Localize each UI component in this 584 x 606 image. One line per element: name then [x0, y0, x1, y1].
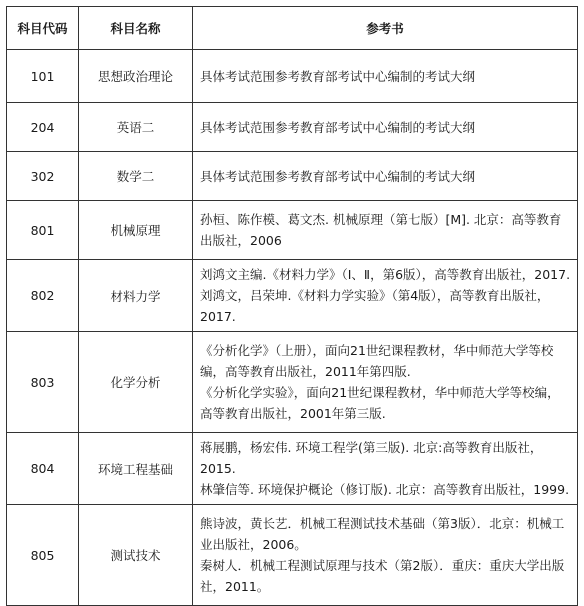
reference-book-cell	[193, 201, 578, 260]
table-row	[7, 505, 578, 606]
reference-book-entry: 孙桓、陈作模、葛文杰. 机械原理（第七版）[M]. 北京：高等教育出版社，2006	[200, 212, 562, 248]
table-row	[7, 260, 578, 332]
subject-code: 805	[7, 505, 79, 606]
reference-book-entry: 刘鸿文，吕荣坤.《材料力学实验》（第4版），高等教育出版社，2017.	[200, 288, 550, 324]
reference-book-entry: 林肇信等. 环境保护概论（修订版). 北京：高等教育出版社，1999.	[200, 482, 570, 497]
subject-name: 数学二	[79, 152, 193, 201]
subject-code: 802	[7, 260, 79, 332]
reference-book-cell	[193, 260, 578, 332]
subject-code: 204	[7, 103, 79, 152]
reference-book-cell	[193, 103, 578, 152]
subject-name: 材料力学	[79, 260, 193, 332]
reference-book-entry: 具体考试范围参考教育部考试中心编制的考试大纲	[200, 68, 476, 84]
subject-name: 环境工程基础	[79, 433, 193, 505]
subject-name: 英语二	[79, 103, 193, 152]
reference-book-entry: 《分析化学实验》，面向21世纪课程教材，华中师范大学等校编，高等教育出版社，2001年第三版.	[200, 385, 560, 421]
subject-code: 804	[7, 433, 79, 505]
reference-book-entry: 《分析化学》（上册），面向21世纪课程教材，华中师范大学等校编，高等教育出版社，2011年第四版.	[200, 343, 554, 379]
subject-name: 测试技术	[79, 505, 193, 606]
subject-code: 302	[7, 152, 79, 201]
subject-code: 101	[7, 50, 79, 103]
reference-book-cell	[193, 433, 578, 505]
reference-book-entry: 秦树人．机械工程测试原理与技术（第2版）．重庆：重庆大学出版社，2011。	[200, 558, 565, 594]
table-row	[7, 152, 578, 201]
reference-book-cell	[193, 505, 578, 606]
table-row	[7, 433, 578, 505]
reference-book-entry: 蒋展鹏，杨宏伟. 环境工程学(第三版). 北京:高等教育出版社，2015.	[200, 440, 543, 476]
header-reference-book: 参考书	[193, 7, 578, 50]
subject-name: 机械原理	[79, 201, 193, 260]
subject-code: 801	[7, 201, 79, 260]
header-subject-code: 科目代码	[7, 7, 79, 50]
table-row	[7, 201, 578, 260]
reference-book-cell	[193, 50, 578, 103]
header-subject-name: 科目名称	[79, 7, 193, 50]
reference-book-table	[6, 6, 578, 606]
reference-book-entry: 刘鸿文主编.《材料力学》（Ⅰ、Ⅱ，第6版），高等教育出版社，2017.	[200, 267, 571, 282]
reference-book-entry: 具体考试范围参考教育部考试中心编制的考试大纲	[200, 119, 476, 135]
reference-book-cell	[193, 152, 578, 201]
table-row	[7, 332, 578, 433]
subject-code: 803	[7, 332, 79, 433]
reference-book-cell	[193, 332, 578, 433]
subject-name: 思想政治理论	[79, 50, 193, 103]
reference-book-entry: 熊诗波，黄长艺．机械工程测试技术基础（第3版）．北京：机械工业出版社，2006。	[200, 516, 565, 552]
table-header-row	[7, 7, 578, 50]
reference-book-entry: 具体考试范围参考教育部考试中心编制的考试大纲	[200, 168, 476, 184]
subject-name: 化学分析	[79, 332, 193, 433]
table-row	[7, 50, 578, 103]
table-row	[7, 103, 578, 152]
